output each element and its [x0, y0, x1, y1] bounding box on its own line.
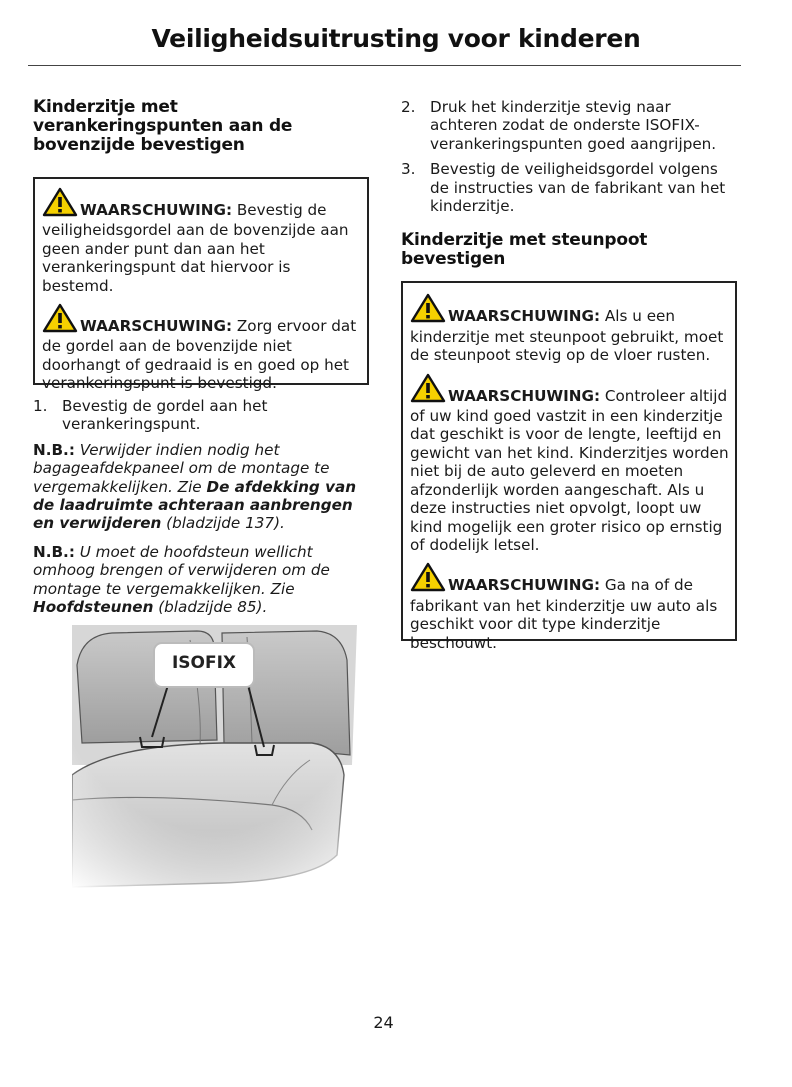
cross-reference-link[interactable]: De afdekking van de laadruimte achteraan aanbrengen en verwijderen: [33, 477, 357, 533]
warning-label: WAARSCHUWING:: [80, 317, 233, 336]
warning-box-top-tether: [33, 177, 369, 393]
warning-text: Zorg ervoor dat de gordel aan de bovenzijde niet doorhangt of gedraaid is en goed op het verankeringspunt is bevestigd.: [42, 317, 357, 393]
warning-triangle-icon: [410, 293, 446, 327]
warning-text: Bevestig de veiligheidsgordel aan de bovenzijde aan geen ander punt dan aan het verankeringspunt dat hiervoor is bestemd.: [42, 201, 349, 295]
right-column: [401, 98, 737, 652]
warning-triangle-icon: [410, 373, 446, 407]
warning-triangle-icon: [410, 562, 446, 596]
isofix-callout-label: ISOFIX: [171, 653, 237, 673]
cross-reference-link[interactable]: Hoofdsteunen: [33, 598, 154, 617]
warning-box-support-leg: [401, 281, 737, 652]
note-label: N.B.:: [33, 542, 75, 561]
header-divider: [28, 65, 741, 66]
warning-label: WAARSCHUWING:: [448, 576, 601, 595]
warning-item: [410, 562, 729, 652]
page-number: 24: [373, 1013, 394, 1032]
step-text: Bevestig de veiligheidsgordel volgens de instructies van de fabrikant van het kinderzitje.: [430, 160, 726, 216]
warning-item: [410, 373, 729, 555]
warning-item: [42, 303, 361, 393]
step-number: 2.: [401, 98, 416, 116]
step-text: Druk het kinderzitje stevig naar achteren zodat de onderste ISOFIX-verankeringspunten goed aangrijpen.: [430, 98, 717, 153]
warning-label: WAARSCHUWING:: [448, 386, 601, 405]
page-title: Veiligheidsuitrusting voor kinderen: [151, 24, 641, 53]
warning-text: Als u een kinderzitje met steunpoot gebruikt, moet de steunpoot stevig op de vloer rusten.: [410, 307, 724, 365]
step-number: 1.: [33, 397, 48, 415]
section-heading-support-leg: Kinderzitje met steunpoot bevestigen: [401, 230, 648, 270]
note-text: Verwijder indien nodig het bagageafdekpaneel om de montage te vergemakkelijken. Zie: [33, 440, 330, 496]
left-column: [33, 98, 369, 616]
warning-label: WAARSCHUWING:: [80, 201, 233, 219]
warning-item: [42, 187, 361, 295]
section-heading-top-tether: Kinderzitje met verankeringspunten aan de bovenzijde bevestigen: [33, 97, 293, 155]
list-item: [33, 397, 369, 434]
warning-triangle-icon: [42, 303, 78, 337]
page-reference: (bladzijde 85).: [158, 598, 268, 617]
step-number: 3.: [401, 160, 416, 179]
page-reference: (bladzijde 137).: [166, 514, 285, 533]
note-headrest: [33, 543, 369, 617]
isofix-seat-illustration: [72, 625, 357, 903]
note-label: N.B.:: [33, 440, 75, 459]
list-item: [401, 160, 737, 215]
warning-text: Controleer altijd of uw kind goed vastzit in een kinderzitje dat geschikt is voor de lengte, leeftijd en gewicht van het kind. Kinderzitjes worden niet bij de auto geleverd en moeten afzonderlijk worden aangeschaft. Als u deze instructies niet opvolgt, loopt uw kind mogelijk een groter risico op ernstig of dodelijk letsel.: [410, 386, 729, 554]
warning-label: WAARSCHUWING:: [448, 307, 601, 326]
step-text: Bevestig de gordel aan het verankeringspunt.: [62, 397, 268, 434]
warning-item: [410, 293, 729, 364]
list-item: [401, 98, 737, 153]
note-luggage-cover: [33, 441, 369, 533]
note-text: U moet de hoofdsteun wellicht omhoog brengen of verwijderen om de montage te vergemakkelijken. Zie: [33, 542, 330, 598]
warning-triangle-icon: [42, 187, 78, 221]
warning-text: Ga na of de fabrikant van het kinderzitje uw auto als geschikt voor dit type kinderzitje beschouwt.: [410, 576, 718, 652]
